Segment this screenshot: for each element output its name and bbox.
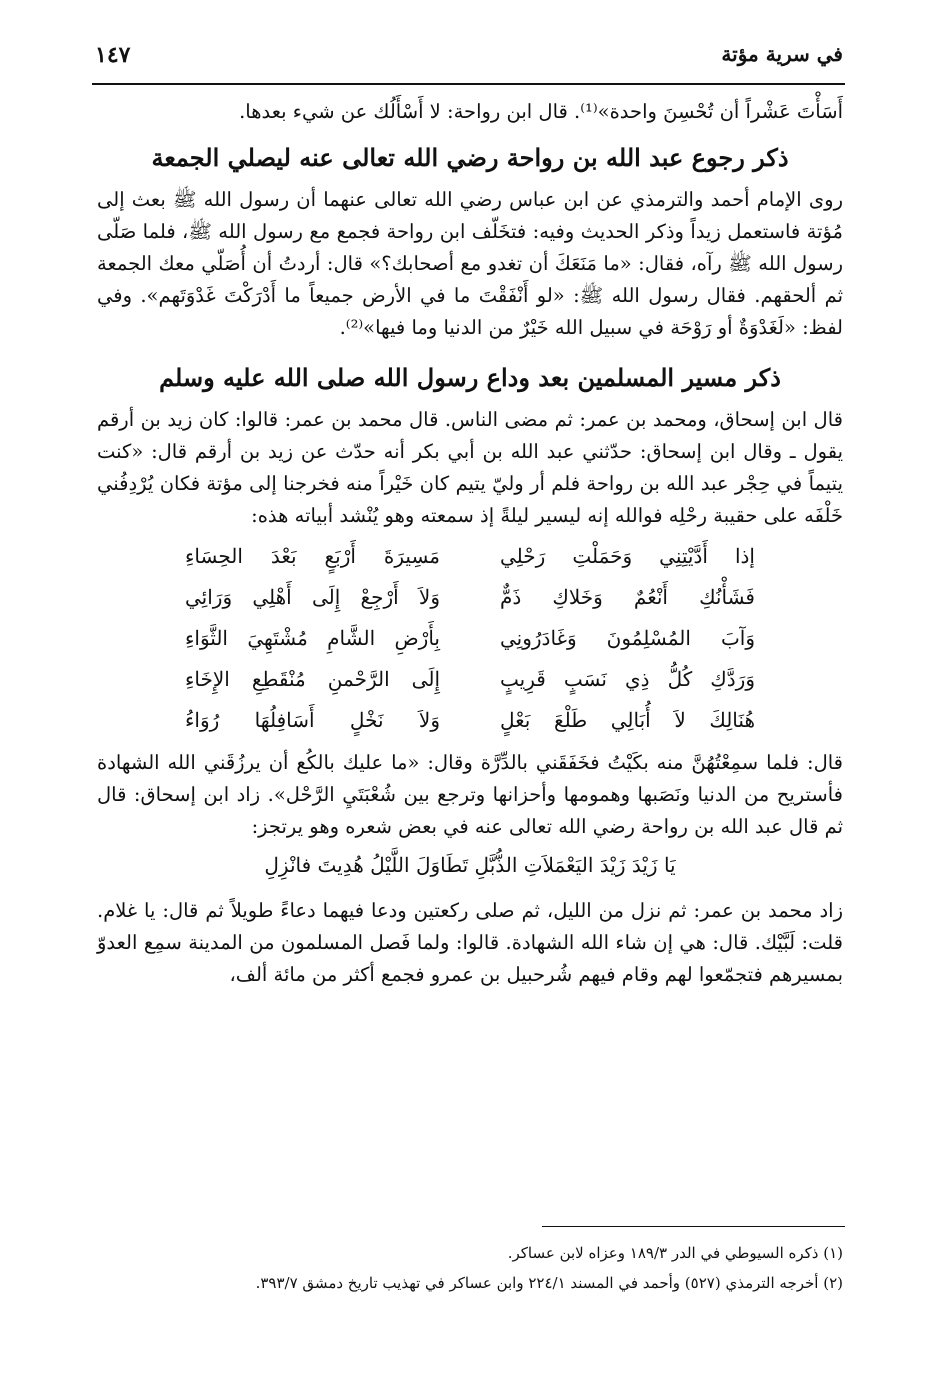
poem-verse xyxy=(97,577,843,618)
poem-verse xyxy=(97,618,843,659)
verse-second-hemistich: وَلاَ نَخْلٍ أَسَافِلُهَا رُوَاءُ xyxy=(185,708,440,732)
footnotes xyxy=(97,1238,843,1298)
paragraph-1: أَسَأْتَ عَشْراً أن تُحْسِنَ واحدة»⁽¹⁾. قال ابن رواحة: لا أَسْأَلُك عن شيء بعدها. xyxy=(239,100,843,123)
section-heading-2: ذكر مسير المسلمين بعد وداع رسول الله صلى الله عليه وسلم xyxy=(159,363,781,392)
poem-verse xyxy=(97,700,843,741)
footnote-2: (٢) أخرجه الترمذي (٥٢٧) وأحمد في المسند ٢٢٤/١ وابن عساكر في تهذيب تاريخ دمشق ٣٩٣/٧. xyxy=(255,1274,843,1292)
verse-second-hemistich: مَسِيرَةَ أَرْبَعٍ بَعْدَ الحِسَاءِ xyxy=(185,544,440,568)
paragraph-5: زاد محمد بن عمر: ثم نزل من الليل، ثم صلى ركعتين ودعا فيهما دعاءً طويلاً ثم قال: يا غلام. قلت: لَبَّيْك. قال: هي إن شاء الله الشهادة. قالوا: ولما فَصل المسلمون من المدينة سمِع العدوّ بمسيرهم فتجمّعوا لهم وقام فيهم شُرحبيل بن عمرو فجمع أكثر من مائة ألف، xyxy=(97,899,843,986)
footnote-rule xyxy=(542,1226,845,1227)
verse-first-hemistich: فَشَأْنُكِ أَنْعُمٌ وَخَلاكِ ذَمٌّ xyxy=(500,585,755,609)
page-header xyxy=(95,42,843,82)
poem xyxy=(97,536,843,741)
section-heading-1: ذكر رجوع عبد الله بن رواحة رضي الله تعالى عنه ليصلي الجمعة xyxy=(151,143,789,172)
header-rule xyxy=(92,83,845,85)
paragraph-3: قال ابن إسحاق، ومحمد بن عمر: ثم مضى الناس. قال محمد بن عمر: قالوا: كان زيد بن أرقم يقول ـ وقال ابن إسحاق: حدّثني عبد الله بن أبي بكر أنه حدّث عن زيد بن أرقم قال: «كنت يتيماً في حِجْر عبد الله بن رواحة فلم أر وليّ يتيم كان خَيْراً منه فخرجنا إلى مؤتة فكان يُرْدِفُني خَلْفَه على حقيبة رحْلِه فوالله إنه ليسير ليلةً إذ سمعته وهو يُنْشد أبياته هذه: xyxy=(97,408,843,527)
paragraph-2: روى الإمام أحمد والترمذي عن ابن عباس رضي الله تعالى عنهما أن رسول الله ﷺ بعث إلى مُؤتة فاستعمل زيداً وذكر الحديث وفيه: فتخَلّف ابن رواحة فجمع مع رسول الله ﷺ، فلما صَلّى رسول الله ﷺ رآه، فقال: «ما مَنَعَكَ أن تغدو مع أصحابك؟» قال: أردتُ أن أُصَلّي معك الجمعة ثم ألحقهم. فقال رسول الله ﷺ: «لو أَنْفَقْتَ ما في الأرض جميعاً ما أَدْرَكْتَ غَدْوَتَهم». وفي لفظ: «لَغَدْوَةٌ أو رَوْحَة في سبيل الله خَيْرٌ من الدنيا وما فيها»⁽²⁾. xyxy=(97,188,843,339)
verse-first-hemistich: وَرَدَّكِ كُلُّ ذِي نَسَبٍ قَرِيبٍ xyxy=(500,667,755,691)
poem-verse xyxy=(97,536,843,577)
rajaz-verse: يَا زَيْدَ زَيْدَ اليَعْمَلاَتِ الذُّبَّلِ تَطَاوَلَ اللَّيْلُ هُدِيتَ فانْزِلِ xyxy=(264,853,676,877)
page-number: ١٤٧ xyxy=(95,42,131,68)
running-title: في سرية مؤتة xyxy=(721,42,843,66)
paragraph-4: قال: فلما سمِعْتُهُنَّ منه بكَيْتُ فخَفَقَني بالدِّرَّة وقال: «ما عليك بالكُع أن يرزُقَني الله الشهادة فأستريح من الدنيا ونَصَبها وهمومها وأحزانها وترجع بين شُعْبَتَيِ الرَّحْل». زاد ابن إسحاق: قال ثم قال عبد الله بن رواحة رضي الله تعالى عنه في بعض شعره وهو يرتجز: xyxy=(97,751,843,838)
page-body xyxy=(97,96,843,991)
verse-second-hemistich: بِأَرْضِ الشَّامِ مُشْتَهِيَ الثَّوَاءِ xyxy=(185,626,440,650)
verse-first-hemistich: هُنَالِكَ لاَ أُبَالِي طَلْعَ بَعْلٍ xyxy=(500,708,755,732)
verse-second-hemistich: إِلَى الرَّحْمنِ مُنْقَطِعِ الإِخَاءِ xyxy=(185,667,440,691)
verse-first-hemistich: إذا أَدَّيْتِنِي وَحَمَلْتِ رَحْلِي xyxy=(500,544,755,568)
verse-second-hemistich: وَلاَ أَرْجِعْ إِلَى أَهْلِي وَرَائِي xyxy=(185,585,440,609)
verse-first-hemistich: وَآبَ المُسْلِمُونَ وَغَادَرُونِي xyxy=(500,626,755,650)
poem-verse xyxy=(97,659,843,700)
footnote-1: (١) ذكره السيوطي في الدر ١٨٩/٣ وعزاه لابن عساكر. xyxy=(507,1244,843,1262)
